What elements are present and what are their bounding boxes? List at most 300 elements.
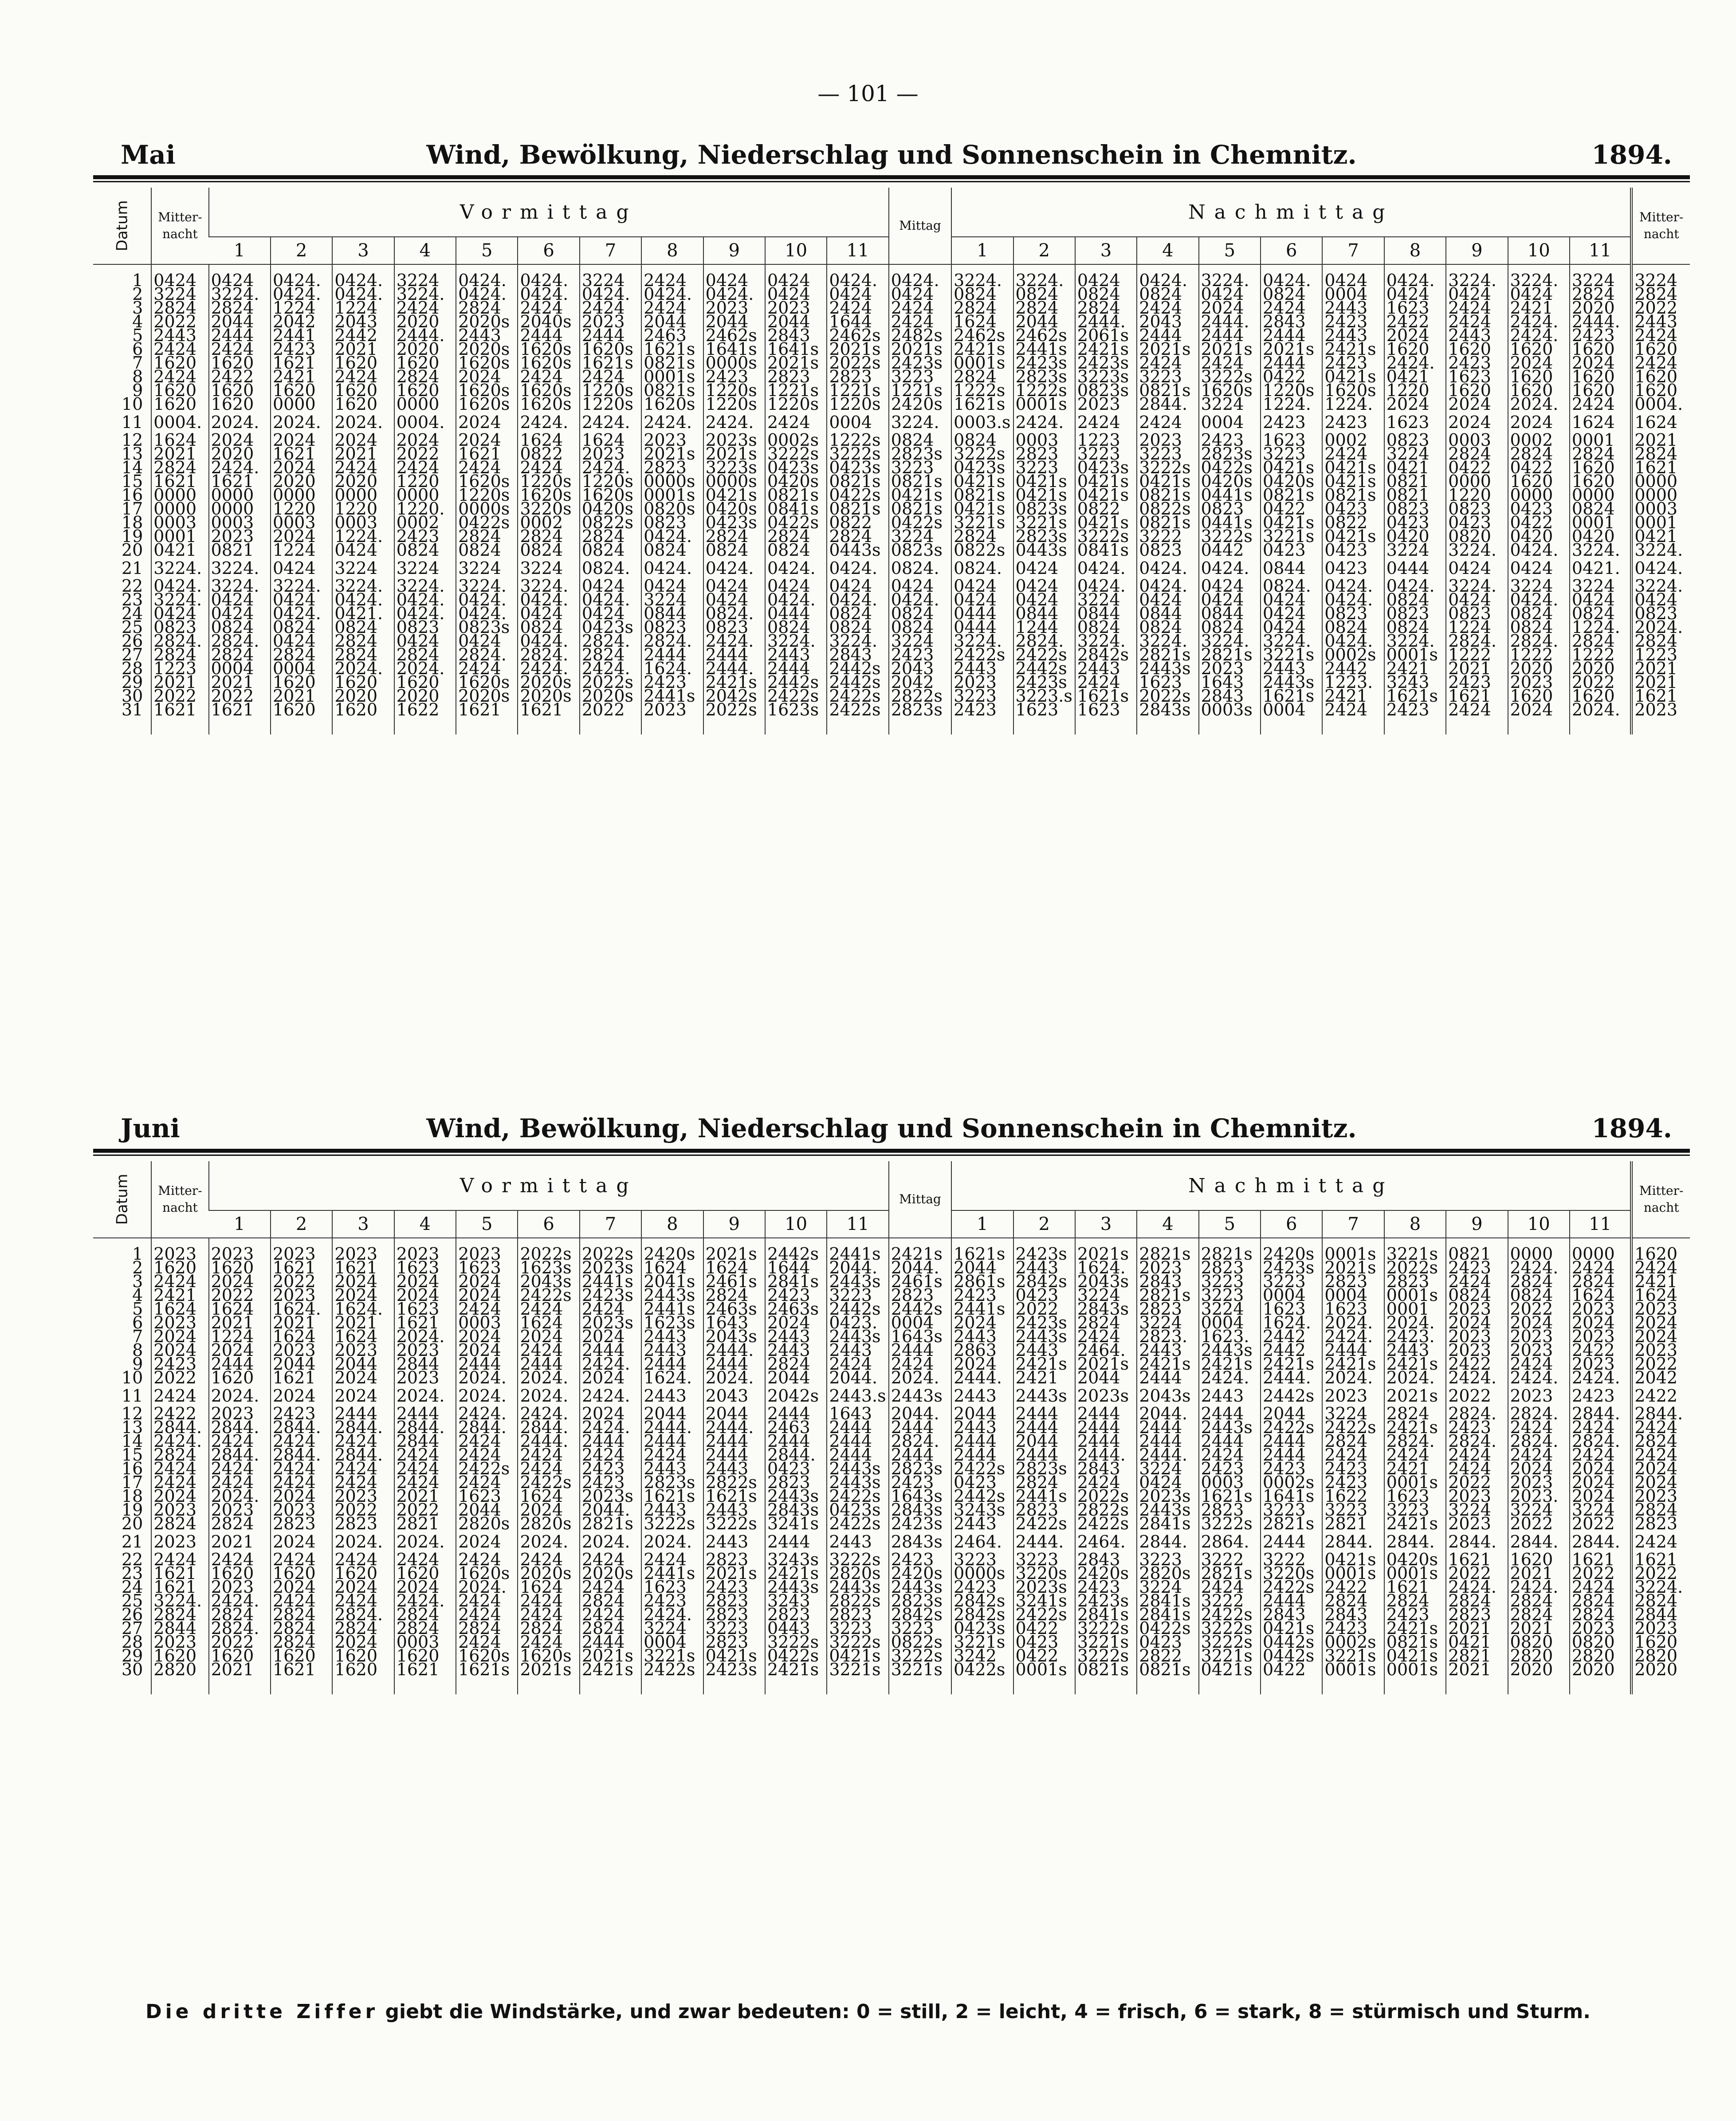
obs-cell: 2424 — [1446, 1462, 1508, 1476]
obs-cell: 1620 — [394, 356, 456, 370]
obs-cell: 0424 — [1199, 593, 1261, 607]
obs-cell: 0424. — [1384, 264, 1446, 287]
obs-cell: 2424 — [394, 1448, 456, 1462]
obs-cell: 2024. — [209, 1489, 271, 1503]
obs-cell: 0000s — [703, 475, 765, 488]
obs-cell: 1621s — [1261, 689, 1322, 703]
obs-cell: 2423 — [1075, 1580, 1137, 1594]
obs-cell: 2423 — [641, 1594, 703, 1608]
obs-cell: 2824 — [1384, 1407, 1446, 1421]
obs-cell: 3222 — [1261, 1553, 1322, 1567]
obs-cell: 2043 — [703, 1385, 765, 1407]
obs-cell: 0000 — [1631, 475, 1690, 488]
obs-cell: 0422s — [1137, 1622, 1198, 1635]
obs-cell: 1222s — [1013, 384, 1075, 397]
obs-cell: 2462s — [827, 329, 888, 342]
obs-cell: 3224 — [1631, 264, 1690, 287]
obs-cell: 0000 — [1508, 488, 1570, 502]
obs-cell: 3224 — [1075, 593, 1137, 607]
obs-cell: 2442s — [765, 1238, 827, 1261]
obs-cell: 2421s — [889, 1238, 951, 1261]
obs-cell: 2844. — [209, 1421, 271, 1434]
obs-cell: 1624 — [703, 1261, 765, 1275]
obs-cell: 2443 — [1013, 1343, 1075, 1357]
row-date: 4 — [132, 1285, 143, 1305]
obs-cell: 2824 — [332, 648, 394, 662]
obs-cell: 2824 — [1631, 447, 1690, 461]
obs-cell: 1621s — [703, 1489, 765, 1503]
obs-cell: 2423 — [1261, 1462, 1322, 1476]
obs-cell: 0421s — [827, 1649, 888, 1663]
obs-cell: 3224. — [1137, 634, 1198, 648]
obs-cell: 2824 — [827, 530, 888, 543]
obs-cell: 2424 — [456, 1553, 518, 1567]
obs-cell: 0824 — [1570, 502, 1631, 516]
obs-cell: 2844. — [1446, 1531, 1508, 1553]
obs-cell: 0003 — [271, 516, 332, 530]
obs-cell: 2023 — [765, 301, 827, 315]
obs-cell: 0824 — [1199, 621, 1261, 634]
obs-cell: 1624. — [641, 662, 703, 676]
obs-cell: 0000s — [703, 356, 765, 370]
obs-cell: 2824 — [703, 530, 765, 543]
row-date: 8 — [132, 1340, 143, 1360]
obs-cell: 2423 — [1322, 356, 1384, 370]
row-date: 15 — [121, 1445, 143, 1465]
col-vormittag: Vormittag — [209, 188, 889, 237]
obs-cell: 2424 — [332, 461, 394, 475]
obs-cell: 2021 — [394, 1489, 456, 1503]
obs-cell: 0004 — [1261, 1288, 1322, 1302]
obs-cell: 2023s — [1013, 1580, 1075, 1594]
obs-cell: 2024 — [332, 1635, 394, 1649]
obs-cell: 2443 — [827, 1343, 888, 1357]
col-hour: 8 — [1384, 237, 1446, 264]
obs-cell: 1624 — [518, 1580, 579, 1594]
obs-cell: 2044 — [703, 315, 765, 329]
obs-cell: 2424. — [580, 461, 641, 475]
obs-cell: 2424 — [332, 1462, 394, 1476]
obs-cell: 2024. — [271, 411, 332, 433]
obs-cell: 3224. — [518, 579, 579, 593]
obs-cell: 0421s — [1322, 370, 1384, 384]
obs-cell: 2444. — [703, 662, 765, 676]
obs-cell: 2044 — [703, 1407, 765, 1421]
obs-cell: 2824 — [1508, 1594, 1570, 1608]
obs-cell: 0823 — [151, 621, 208, 634]
obs-cell: 2024 — [151, 1330, 208, 1343]
obs-cell: 3221s — [951, 516, 1013, 530]
obs-cell: 0001 — [1384, 1302, 1446, 1316]
obs-cell: 2443s — [765, 1580, 827, 1594]
obs-cell: 2024 — [1570, 356, 1631, 370]
obs-cell: 1620 — [332, 384, 394, 397]
obs-cell: 2023 — [1137, 433, 1198, 447]
obs-cell: 0422 — [1446, 461, 1508, 475]
obs-cell: 2843 — [765, 329, 827, 342]
obs-cell: 0000 — [271, 397, 332, 411]
obs-cell: 2844. — [1384, 1531, 1446, 1553]
obs-cell: 0001s — [1384, 1567, 1446, 1580]
obs-cell: 2424. — [703, 634, 765, 648]
obs-cell: 2824 — [951, 530, 1013, 543]
col-hour: 7 — [1322, 1210, 1384, 1238]
obs-cell: 2422 — [209, 370, 271, 384]
obs-cell: 2824. — [1508, 1407, 1570, 1421]
obs-cell: 2824 — [951, 370, 1013, 384]
obs-cell: 0424. — [827, 557, 888, 579]
obs-cell: 2424 — [1570, 1261, 1631, 1275]
obs-cell: 1621 — [1384, 1580, 1446, 1594]
obs-cell: 0820 — [1508, 1635, 1570, 1649]
obs-cell: 2024 — [332, 1275, 394, 1288]
obs-cell: 1620 — [1570, 475, 1631, 488]
obs-cell: 3224 — [1384, 447, 1446, 461]
obs-cell: 0424. — [1322, 634, 1384, 648]
obs-cell: 2423 — [271, 1407, 332, 1421]
obs-cell: 0824 — [456, 543, 518, 557]
obs-cell: 2023 — [209, 530, 271, 543]
obs-cell: 1620 — [1631, 1238, 1690, 1261]
obs-cell: 2423 — [765, 1288, 827, 1302]
col-hour: 11 — [1570, 237, 1631, 264]
obs-cell: 2021 — [1446, 1622, 1508, 1635]
obs-cell: 3241s — [1013, 1594, 1075, 1608]
obs-cell: 2424 — [1631, 356, 1690, 370]
obs-cell: 3224 — [1137, 1580, 1198, 1594]
obs-cell: 2824 — [580, 1594, 641, 1608]
obs-cell: 1624 — [209, 1302, 271, 1316]
row-date: 12 — [121, 430, 143, 450]
obs-cell: 0004 — [1322, 287, 1384, 301]
col-hour: 5 — [456, 1210, 518, 1238]
obs-cell: 2023. — [1508, 1489, 1570, 1503]
obs-cell: 3223 — [1137, 370, 1198, 384]
obs-cell: 1220 — [1384, 384, 1446, 397]
obs-cell: 2024 — [1508, 703, 1570, 734]
row-date: 16 — [121, 1459, 143, 1478]
obs-cell: 0422 — [1261, 502, 1322, 516]
obs-cell: 0424 — [1322, 264, 1384, 287]
obs-cell: 1620 — [332, 1663, 394, 1694]
obs-cell: 2443s — [889, 1385, 951, 1407]
obs-cell: 2024. — [332, 662, 394, 676]
obs-cell: 2424 — [456, 461, 518, 475]
obs-cell: 2424 — [518, 1553, 579, 1567]
obs-cell: 2444 — [1137, 329, 1198, 342]
obs-cell: 2824 — [271, 1608, 332, 1622]
obs-cell: 2823 — [889, 1288, 951, 1302]
obs-cell: 2020s — [518, 676, 579, 689]
obs-cell: 2023s — [580, 1489, 641, 1503]
obs-cell: 2023 — [1508, 1343, 1570, 1357]
obs-cell: 2023s — [580, 1261, 641, 1275]
obs-cell: 2423s — [1013, 1238, 1075, 1261]
obs-cell: 0821 — [1384, 488, 1446, 502]
obs-cell: 0424 — [151, 264, 208, 287]
obs-cell: 0424 — [209, 264, 271, 287]
obs-cell: 2422s — [1013, 1608, 1075, 1622]
obs-cell: 2420s — [641, 1238, 703, 1261]
obs-cell: 2424 — [641, 301, 703, 315]
obs-cell: 2444 — [827, 1448, 888, 1462]
obs-cell: 1620s — [456, 397, 518, 411]
obs-cell: 0820 — [1446, 530, 1508, 543]
obs-cell: 1620s — [456, 1567, 518, 1580]
obs-cell: 0421s — [1199, 1663, 1261, 1694]
obs-cell: 2444 — [1261, 1434, 1322, 1448]
col-hour: 6 — [518, 1210, 579, 1238]
section-juni — [93, 1109, 1690, 1694]
obs-cell: 3221s — [1075, 1635, 1137, 1649]
obs-cell: 1621 — [332, 1261, 394, 1275]
obs-cell: 2023 — [209, 1407, 271, 1421]
obs-cell: 2824 — [1631, 287, 1690, 301]
obs-cell: 2044 — [641, 315, 703, 329]
obs-cell: 2444 — [889, 1421, 951, 1434]
obs-cell: 0822 — [518, 447, 579, 461]
obs-cell: 0823 — [1631, 607, 1690, 621]
obs-cell: 2443s — [1199, 1421, 1261, 1434]
obs-cell: 2024. — [456, 1385, 518, 1407]
obs-cell: 0421s — [951, 502, 1013, 516]
obs-cell: 0821s — [1261, 488, 1322, 502]
obs-cell: 2443 — [641, 1343, 703, 1357]
obs-cell: 0824 — [394, 543, 456, 557]
obs-cell: 2423. — [1384, 1330, 1446, 1343]
obs-cell: 1620 — [1631, 342, 1690, 356]
obs-cell: 2424. — [518, 662, 579, 676]
obs-cell: 3224 — [1570, 264, 1631, 287]
obs-cell: 3223 — [827, 1622, 888, 1635]
obs-cell: 2823 — [827, 1608, 888, 1622]
obs-cell: 1621 — [1446, 1553, 1508, 1567]
obs-cell: 2443s — [827, 1275, 888, 1288]
obs-cell: 2422s — [951, 648, 1013, 662]
obs-cell: 0821s — [1137, 516, 1198, 530]
obs-cell: 2424 — [209, 1462, 271, 1476]
obs-cell: 1620s — [518, 488, 579, 502]
obs-cell: 3223 — [951, 1553, 1013, 1567]
obs-cell: 0424 — [703, 593, 765, 607]
obs-cell: 2022s — [1137, 689, 1198, 703]
obs-cell: 2423s — [1261, 1261, 1322, 1275]
obs-cell: 2444. — [1137, 1448, 1198, 1462]
obs-cell: 2824 — [151, 301, 208, 315]
obs-cell: 3224 — [151, 287, 208, 301]
obs-cell: 0421 — [1384, 370, 1446, 384]
obs-cell: 2441s — [580, 1275, 641, 1288]
obs-cell: 2442 — [332, 329, 394, 342]
obs-cell: 0004 — [1261, 703, 1322, 734]
obs-cell: 1621 — [151, 1567, 208, 1580]
obs-cell: 3224 — [889, 634, 951, 648]
obs-cell: 1620 — [1508, 370, 1570, 384]
obs-cell: 2444 — [765, 1531, 827, 1553]
obs-cell: 2443 — [703, 1462, 765, 1476]
obs-cell: 0820s — [641, 502, 703, 516]
obs-cell: 1620s — [580, 342, 641, 356]
obs-cell: 2821s — [1199, 1567, 1261, 1580]
col-hour: 10 — [1508, 1210, 1570, 1238]
obs-cell: 2864. — [1199, 1531, 1261, 1553]
obs-cell: 2421s — [1199, 1357, 1261, 1371]
obs-cell: 0000 — [394, 488, 456, 502]
obs-cell: 0003 — [1013, 433, 1075, 447]
obs-cell: 1623 — [641, 1580, 703, 1594]
obs-cell: 0444 — [765, 607, 827, 621]
obs-cell: 0420s — [1199, 475, 1261, 488]
obs-cell: 3222s — [951, 447, 1013, 461]
obs-cell: 2024. — [889, 1371, 951, 1385]
obs-cell: 0421s — [1137, 475, 1198, 488]
obs-cell: 2421 — [1013, 1371, 1075, 1385]
obs-cell: 3224. — [456, 579, 518, 593]
obs-cell: 2421s — [765, 1663, 827, 1694]
obs-cell: 2823 — [1137, 1302, 1198, 1316]
obs-cell: 1224 — [332, 301, 394, 315]
obs-cell: 1623. — [1199, 1330, 1261, 1343]
obs-cell: 2824 — [1322, 1434, 1384, 1448]
obs-cell: 1620s — [456, 676, 518, 689]
obs-cell: 2443 — [827, 1531, 888, 1553]
obs-cell: 2822 — [1137, 1649, 1198, 1663]
obs-cell: 3222s — [703, 1517, 765, 1531]
obs-cell: 0424. — [1137, 557, 1198, 579]
obs-cell: 2422s — [518, 1288, 579, 1302]
obs-cell: 2061s — [1075, 329, 1137, 342]
obs-cell: 1622 — [1322, 1489, 1384, 1503]
obs-cell: 0844 — [1075, 607, 1137, 621]
obs-cell: 2424 — [271, 1462, 332, 1476]
obs-cell: 3221s — [641, 1649, 703, 1663]
obs-cell: 2023 — [1322, 1385, 1384, 1407]
obs-cell: 1620 — [332, 1649, 394, 1663]
obs-cell: 2422 — [1384, 315, 1446, 329]
obs-cell: 0424 — [1446, 593, 1508, 607]
obs-cell: 2024 — [456, 1343, 518, 1357]
obs-cell: 2024 — [209, 1343, 271, 1357]
obs-cell: 3224. — [1508, 264, 1570, 287]
obs-cell: 0822s — [951, 543, 1013, 557]
obs-cell: 2823s — [1013, 530, 1075, 543]
obs-cell: 2424. — [580, 662, 641, 676]
obs-cell: 3223.s — [1013, 689, 1075, 703]
obs-cell: 2044. — [889, 1407, 951, 1421]
obs-cell: 0822 — [1322, 516, 1384, 530]
obs-cell: 2424 — [394, 1553, 456, 1567]
obs-cell: 0424 — [641, 579, 703, 593]
obs-cell: 2842s — [889, 1608, 951, 1622]
obs-cell: 0421s — [1322, 475, 1384, 488]
obs-cell: 0424 — [703, 264, 765, 287]
obs-cell: 2020 — [394, 315, 456, 329]
obs-cell: 2823s — [641, 1476, 703, 1489]
col-hour: 2 — [1013, 237, 1075, 264]
obs-cell: 2022s — [580, 1238, 641, 1261]
obs-cell: 1620 — [1631, 384, 1690, 397]
obs-cell: 2024. — [1631, 621, 1690, 634]
obs-cell: 3224. — [151, 593, 208, 607]
obs-cell: 2424 — [518, 1635, 579, 1649]
obs-cell: 0002s — [1261, 1476, 1322, 1489]
obs-cell: 2020s — [456, 315, 518, 329]
obs-cell: 2024. — [394, 1531, 456, 1553]
obs-cell: 2023 — [1631, 703, 1690, 734]
obs-cell: 0422 — [1508, 516, 1570, 530]
obs-cell: 2464. — [1075, 1343, 1137, 1357]
obs-cell: 2024 — [394, 1288, 456, 1302]
obs-cell: 0424 — [1631, 593, 1690, 607]
obs-cell: 2824. — [1384, 1434, 1446, 1448]
obs-cell: 2824 — [1013, 1476, 1075, 1489]
row-date: 30 — [121, 686, 143, 706]
obs-cell: 3224 — [1446, 1503, 1508, 1517]
obs-cell: 2444. — [1075, 315, 1137, 329]
obs-cell: 1623s — [518, 1261, 579, 1275]
obs-cell: 1620s — [456, 475, 518, 488]
obs-cell: 2821 — [394, 1517, 456, 1531]
obs-cell: 2444. — [641, 1421, 703, 1434]
obs-cell: 2843 — [1261, 315, 1322, 329]
row-date: 26 — [121, 631, 143, 651]
row-date: 13 — [121, 1418, 143, 1437]
obs-cell: 2423s — [1013, 1316, 1075, 1330]
obs-cell: 1620 — [209, 1567, 271, 1580]
obs-cell: 0002 — [518, 516, 579, 530]
obs-cell: 2844. — [332, 1448, 394, 1462]
obs-cell: 2444 — [703, 1448, 765, 1462]
obs-cell: 2821s — [1137, 1288, 1198, 1302]
obs-cell: 2824 — [1075, 301, 1137, 315]
obs-cell: 2024. — [209, 1385, 271, 1407]
col-hour: 3 — [1075, 1210, 1137, 1238]
obs-cell: 2021 — [271, 689, 332, 703]
obs-cell: 3224 — [580, 264, 641, 287]
obs-cell: 2044 — [1075, 1371, 1137, 1385]
obs-cell: 3224. — [332, 579, 394, 593]
obs-cell: 0004 — [889, 1316, 951, 1330]
obs-cell: 2424 — [1446, 315, 1508, 329]
obs-cell: 0423 — [1446, 516, 1508, 530]
obs-cell: 1620s — [518, 1649, 579, 1663]
col-hour: 1 — [209, 237, 271, 264]
obs-cell: 3224. — [1261, 634, 1322, 648]
obs-cell: 2424 — [827, 301, 888, 315]
obs-cell: 2824 — [271, 1622, 332, 1635]
obs-cell: 2043s — [1075, 1275, 1137, 1288]
obs-cell: 2464. — [1075, 1531, 1137, 1553]
obs-cell: 2043s — [518, 1275, 579, 1288]
obs-cell: 2424 — [1446, 1448, 1508, 1462]
obs-cell: 1620 — [209, 356, 271, 370]
obs-cell: 0424. — [151, 579, 208, 593]
obs-cell: 2444 — [1137, 1421, 1198, 1434]
obs-cell: 2023 — [332, 1343, 394, 1357]
obs-cell: 0423s — [951, 1622, 1013, 1635]
obs-cell: 1220 — [332, 502, 394, 516]
obs-cell: 3224 — [1384, 543, 1446, 557]
obs-cell: 3223 — [1013, 461, 1075, 475]
obs-cell: 2021s — [765, 356, 827, 370]
obs-cell: 0824 — [951, 287, 1013, 301]
col-mitternacht-end: Mitter- nacht — [1631, 188, 1690, 264]
obs-cell: 0821s — [1137, 384, 1198, 397]
obs-cell: 0421s — [1261, 516, 1322, 530]
obs-cell: 2020 — [1570, 1663, 1631, 1694]
obs-cell: 1620 — [332, 676, 394, 689]
obs-cell: 2423s — [703, 1663, 765, 1694]
